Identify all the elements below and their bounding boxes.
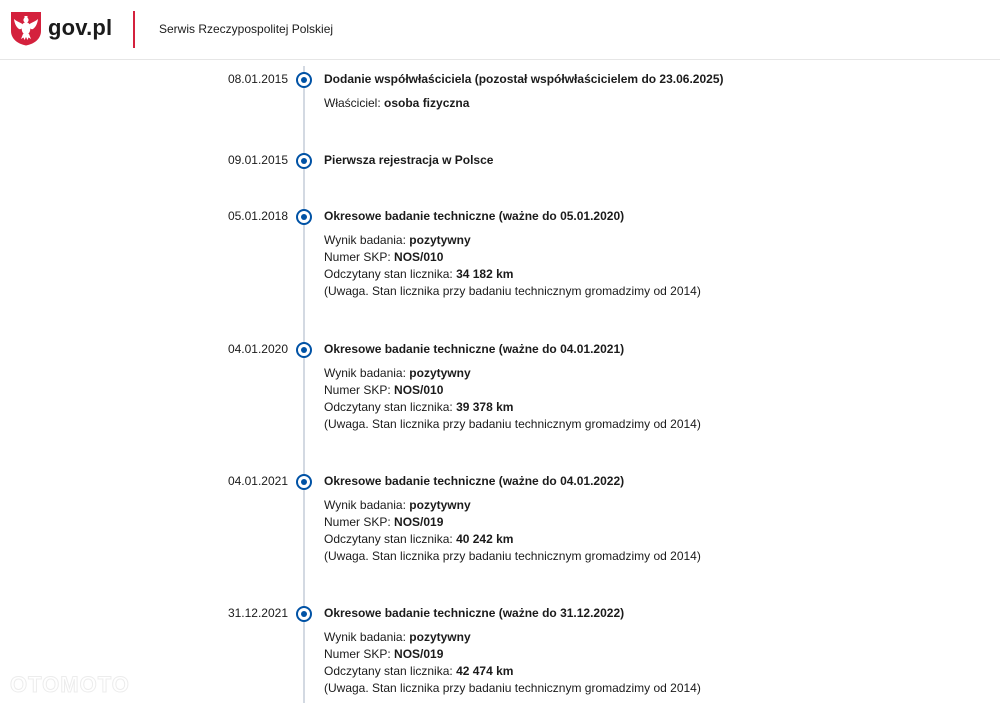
header-divider [133, 11, 135, 48]
detail-value: 40 242 km [456, 532, 514, 546]
event-date: 04.01.2020 [227, 342, 288, 356]
detail-label: Wynik badania: [324, 233, 410, 247]
detail-label: Numer SKP: [324, 515, 395, 529]
event-detail-line [324, 514, 701, 531]
event-detail-line [324, 365, 701, 382]
event-detail-line [324, 646, 701, 663]
detail-value: pozytywny [409, 630, 471, 644]
event-detail-line [324, 416, 701, 433]
polish-eagle-emblem-icon [10, 11, 42, 46]
detail-label: Odczytany stan licznika: [324, 664, 457, 678]
detail-label: Wynik badania: [324, 630, 410, 644]
event-details [324, 232, 701, 300]
detail-label: Odczytany stan licznika: [324, 532, 457, 546]
event-detail-line [324, 249, 701, 266]
detail-label: Numer SKP: [324, 383, 395, 397]
event-date: 09.01.2015 [227, 153, 288, 167]
event-date: 05.01.2018 [227, 209, 288, 223]
event-details [324, 629, 701, 697]
event-detail-line [324, 266, 701, 283]
event-detail-line [324, 531, 701, 548]
event-detail-line [324, 629, 701, 646]
detail-value: NOS/019 [394, 647, 444, 661]
event-detail-line [324, 680, 701, 697]
detail-value: 39 378 km [456, 400, 514, 414]
detail-label: Odczytany stan licznika: [324, 267, 457, 281]
service-name: Serwis Rzeczypospolitej Polskiej [159, 22, 334, 36]
event-detail-line [324, 497, 701, 514]
detail-label: Numer SKP: [324, 250, 395, 264]
detail-value: NOS/010 [394, 250, 444, 264]
logo-text: gov.pl [48, 15, 113, 40]
timeline-dot-icon [296, 474, 312, 490]
event-title: Okresowe badanie techniczne (ważne do 04.01.2022) [324, 474, 625, 488]
detail-value: 42 474 km [456, 664, 514, 678]
event-detail-line [324, 232, 701, 249]
event-date: 04.01.2021 [227, 474, 288, 488]
event-detail-line [324, 399, 701, 416]
detail-value: pozytywny [409, 366, 471, 380]
event-date: 31.12.2021 [227, 606, 288, 620]
detail-value: NOS/019 [394, 515, 444, 529]
detail-label: (Uwaga. Stan licznika przy badaniu technicznym gromadzimy od 2014) [324, 284, 701, 298]
detail-label: Wynik badania: [324, 498, 410, 512]
event-details [324, 365, 701, 433]
detail-label: (Uwaga. Stan licznika przy badaniu technicznym gromadzimy od 2014) [324, 417, 701, 431]
watermark: OTOMOTO [10, 672, 130, 697]
site-header [0, 0, 1000, 60]
event-detail-line [324, 663, 701, 680]
detail-label: Odczytany stan licznika: [324, 400, 457, 414]
detail-value: 34 182 km [456, 267, 514, 281]
event-details [324, 95, 469, 112]
gov-pl-logo-link[interactable] [10, 10, 112, 46]
detail-label: Wynik badania: [324, 366, 410, 380]
event-date: 08.01.2015 [227, 72, 288, 86]
detail-value: osoba fizyczna [384, 96, 470, 110]
timeline-dot-icon [296, 153, 312, 169]
event-title: Okresowe badanie techniczne (ważne do 04.01.2021) [324, 342, 625, 356]
detail-value: pozytywny [409, 233, 471, 247]
timeline-dot-icon [296, 209, 312, 225]
detail-label: (Uwaga. Stan licznika przy badaniu technicznym gromadzimy od 2014) [324, 681, 701, 695]
detail-label: Właściciel: [324, 96, 385, 110]
event-detail-line [324, 548, 701, 565]
event-title: Dodanie współwłaściciela (pozostał współwłaścicielem do 23.06.2025) [324, 72, 724, 86]
event-details [324, 497, 701, 565]
detail-value: pozytywny [409, 498, 471, 512]
event-detail-line [324, 283, 701, 300]
detail-label: (Uwaga. Stan licznika przy badaniu technicznym gromadzimy od 2014) [324, 549, 701, 563]
event-title: Okresowe badanie techniczne (ważne do 31.12.2022) [324, 606, 625, 620]
timeline-dot-icon [296, 606, 312, 622]
timeline-dot-icon [296, 72, 312, 88]
event-title: Okresowe badanie techniczne (ważne do 05.01.2020) [324, 209, 625, 223]
event-title: Pierwsza rejestracja w Polsce [324, 153, 494, 167]
event-detail-line [324, 95, 469, 112]
event-detail-line [324, 382, 701, 399]
timeline-dot-icon [296, 342, 312, 358]
detail-value: NOS/010 [394, 383, 444, 397]
detail-label: Numer SKP: [324, 647, 395, 661]
